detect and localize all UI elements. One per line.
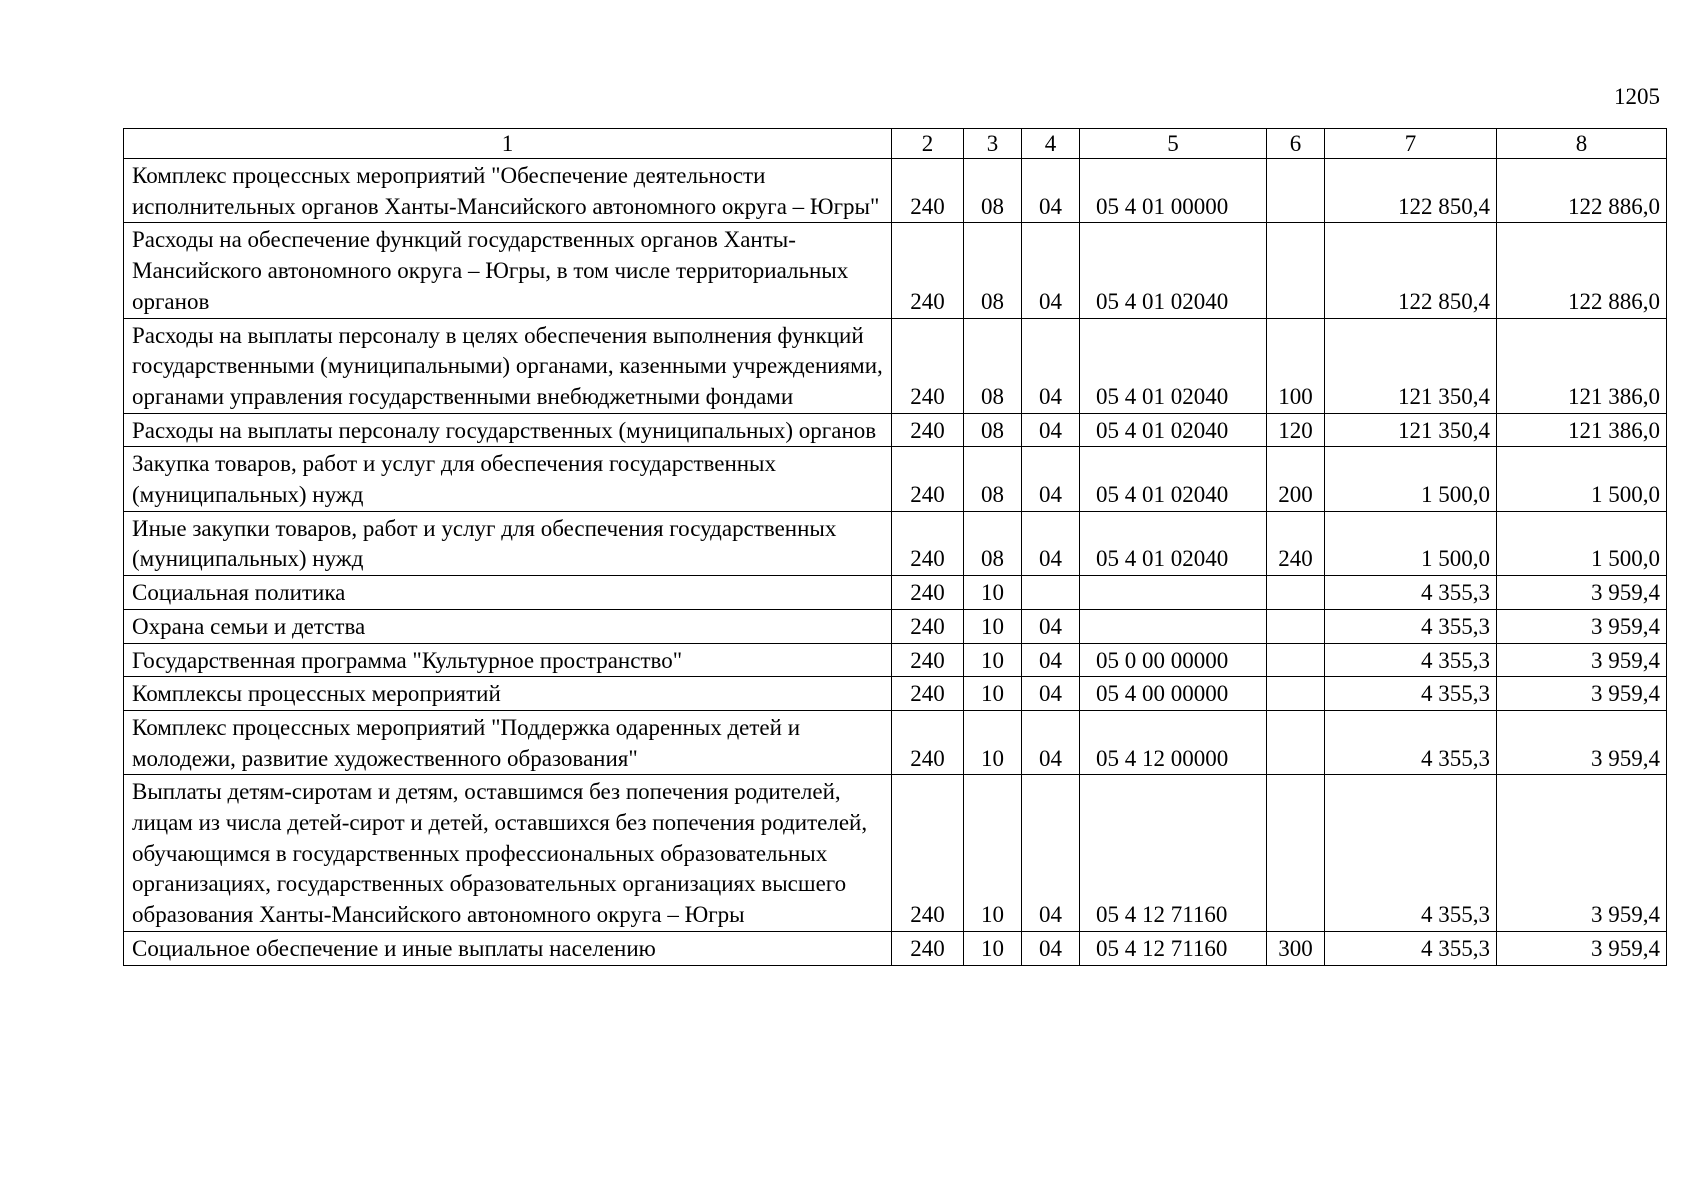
cell-section-code: 10 — [964, 710, 1022, 774]
cell-amount-col7: 4 355,3 — [1325, 677, 1497, 711]
cell-amount-col8: 121 386,0 — [1497, 413, 1667, 447]
cell-ministry-code: 240 — [892, 609, 964, 643]
cell-target-article-code: 05 4 12 71160 — [1080, 775, 1267, 932]
cell-expense-type-code — [1267, 643, 1325, 677]
header-cell-8: 8 — [1497, 129, 1667, 159]
cell-ministry-code: 240 — [892, 931, 964, 965]
cell-amount-col7: 4 355,3 — [1325, 931, 1497, 965]
table-row — [124, 413, 1667, 447]
cell-subsection-code: 04 — [1022, 609, 1080, 643]
cell-section-code: 08 — [964, 223, 1022, 318]
table-row — [124, 318, 1667, 413]
cell-section-code: 10 — [964, 643, 1022, 677]
header-cell-5: 5 — [1080, 129, 1267, 159]
cell-expense-type-code — [1267, 609, 1325, 643]
cell-description: Социальное обеспечение и иные выплаты населению — [124, 931, 892, 965]
table-header-row — [124, 129, 1667, 159]
table-row — [124, 710, 1667, 774]
cell-ministry-code: 240 — [892, 159, 964, 223]
cell-description: Расходы на выплаты персоналу государственных (муниципальных) органов — [124, 413, 892, 447]
table-row — [124, 609, 1667, 643]
cell-description: Выплаты детям-сиротам и детям, оставшимся без попечения родителей, лицам из числа детей-сирот и детей, оставшихся без попечения родителей, обучающимся в государственных профессиональных образовательных организациях, государственных образовательных организациях высшего образования Ханты-Мансийского автономного округа – Югры — [124, 775, 892, 932]
cell-amount-col8: 3 959,4 — [1497, 931, 1667, 965]
cell-expense-type-code — [1267, 576, 1325, 610]
cell-description: Охрана семьи и детства — [124, 609, 892, 643]
cell-subsection-code: 04 — [1022, 159, 1080, 223]
cell-amount-col8: 3 959,4 — [1497, 710, 1667, 774]
header-cell-3: 3 — [964, 129, 1022, 159]
header-cell-2: 2 — [892, 129, 964, 159]
cell-ministry-code: 240 — [892, 511, 964, 575]
cell-description: Комплекс процессных мероприятий "Поддержка одаренных детей и молодежи, развитие художественного образования" — [124, 710, 892, 774]
cell-section-code: 10 — [964, 576, 1022, 610]
cell-expense-type-code: 120 — [1267, 413, 1325, 447]
cell-section-code: 10 — [964, 931, 1022, 965]
cell-section-code: 08 — [964, 511, 1022, 575]
cell-expense-type-code — [1267, 775, 1325, 932]
cell-description: Закупка товаров, работ и услуг для обеспечения государственных (муниципальных) нужд — [124, 447, 892, 511]
table-row — [124, 775, 1667, 932]
cell-description: Расходы на обеспечение функций государственных органов Ханты-Мансийского автономного округа – Югры, в том числе территориальных органов — [124, 223, 892, 318]
header-cell-4: 4 — [1022, 129, 1080, 159]
cell-ministry-code: 240 — [892, 318, 964, 413]
cell-amount-col8: 1 500,0 — [1497, 511, 1667, 575]
cell-target-article-code: 05 4 01 02040 — [1080, 447, 1267, 511]
cell-target-article-code: 05 4 12 00000 — [1080, 710, 1267, 774]
cell-amount-col7: 4 355,3 — [1325, 643, 1497, 677]
cell-description: Социальная политика — [124, 576, 892, 610]
cell-amount-col7: 121 350,4 — [1325, 413, 1497, 447]
cell-amount-col7: 4 355,3 — [1325, 609, 1497, 643]
cell-section-code: 10 — [964, 677, 1022, 711]
cell-ministry-code: 240 — [892, 677, 964, 711]
cell-amount-col7: 1 500,0 — [1325, 447, 1497, 511]
table-row — [124, 677, 1667, 711]
table-row — [124, 223, 1667, 318]
cell-target-article-code: 05 4 01 02040 — [1080, 511, 1267, 575]
cell-subsection-code — [1022, 576, 1080, 610]
cell-section-code: 08 — [964, 447, 1022, 511]
cell-target-article-code: 05 4 01 02040 — [1080, 223, 1267, 318]
budget-table — [123, 128, 1667, 966]
cell-amount-col8: 122 886,0 — [1497, 159, 1667, 223]
cell-amount-col7: 121 350,4 — [1325, 318, 1497, 413]
cell-subsection-code: 04 — [1022, 931, 1080, 965]
cell-target-article-code — [1080, 576, 1267, 610]
cell-section-code: 10 — [964, 775, 1022, 932]
cell-amount-col8: 121 386,0 — [1497, 318, 1667, 413]
cell-subsection-code: 04 — [1022, 643, 1080, 677]
cell-expense-type-code — [1267, 159, 1325, 223]
cell-description: Комплексы процессных мероприятий — [124, 677, 892, 711]
cell-amount-col8: 122 886,0 — [1497, 223, 1667, 318]
cell-amount-col7: 4 355,3 — [1325, 576, 1497, 610]
cell-section-code: 08 — [964, 318, 1022, 413]
table-row — [124, 643, 1667, 677]
table-row — [124, 511, 1667, 575]
table-row — [124, 931, 1667, 965]
cell-amount-col7: 4 355,3 — [1325, 710, 1497, 774]
cell-section-code: 08 — [964, 159, 1022, 223]
cell-amount-col8: 3 959,4 — [1497, 775, 1667, 932]
cell-ministry-code: 240 — [892, 775, 964, 932]
cell-amount-col7: 122 850,4 — [1325, 223, 1497, 318]
cell-target-article-code: 05 0 00 00000 — [1080, 643, 1267, 677]
table-row — [124, 159, 1667, 223]
cell-amount-col7: 4 355,3 — [1325, 775, 1497, 932]
cell-section-code: 10 — [964, 609, 1022, 643]
cell-description: Комплекс процессных мероприятий "Обеспечение деятельности исполнительных органов Ханты-Мансийского автономного округа – Югры" — [124, 159, 892, 223]
cell-target-article-code: 05 4 00 00000 — [1080, 677, 1267, 711]
cell-target-article-code: 05 4 01 02040 — [1080, 413, 1267, 447]
cell-ministry-code: 240 — [892, 413, 964, 447]
cell-amount-col8: 1 500,0 — [1497, 447, 1667, 511]
cell-subsection-code: 04 — [1022, 710, 1080, 774]
header-cell-7: 7 — [1325, 129, 1497, 159]
cell-subsection-code: 04 — [1022, 413, 1080, 447]
cell-subsection-code: 04 — [1022, 318, 1080, 413]
cell-section-code: 08 — [964, 413, 1022, 447]
cell-subsection-code: 04 — [1022, 775, 1080, 932]
cell-subsection-code: 04 — [1022, 511, 1080, 575]
cell-description: Иные закупки товаров, работ и услуг для обеспечения государственных (муниципальных) нужд — [124, 511, 892, 575]
cell-amount-col7: 122 850,4 — [1325, 159, 1497, 223]
cell-expense-type-code — [1267, 223, 1325, 318]
cell-target-article-code: 05 4 01 02040 — [1080, 318, 1267, 413]
cell-amount-col8: 3 959,4 — [1497, 643, 1667, 677]
table-row — [124, 576, 1667, 610]
cell-ministry-code: 240 — [892, 223, 964, 318]
header-cell-6: 6 — [1267, 129, 1325, 159]
cell-target-article-code: 05 4 12 71160 — [1080, 931, 1267, 965]
cell-amount-col8: 3 959,4 — [1497, 677, 1667, 711]
cell-subsection-code: 04 — [1022, 677, 1080, 711]
cell-target-article-code — [1080, 609, 1267, 643]
cell-subsection-code: 04 — [1022, 447, 1080, 511]
cell-expense-type-code: 100 — [1267, 318, 1325, 413]
cell-expense-type-code: 300 — [1267, 931, 1325, 965]
table-row — [124, 447, 1667, 511]
cell-ministry-code: 240 — [892, 643, 964, 677]
page-number: 1205 — [1614, 84, 1660, 109]
cell-ministry-code: 240 — [892, 576, 964, 610]
cell-expense-type-code — [1267, 710, 1325, 774]
header-cell-1: 1 — [124, 129, 892, 159]
cell-amount-col8: 3 959,4 — [1497, 609, 1667, 643]
cell-ministry-code: 240 — [892, 710, 964, 774]
cell-ministry-code: 240 — [892, 447, 964, 511]
cell-target-article-code: 05 4 01 00000 — [1080, 159, 1267, 223]
cell-amount-col7: 1 500,0 — [1325, 511, 1497, 575]
cell-amount-col8: 3 959,4 — [1497, 576, 1667, 610]
cell-expense-type-code: 200 — [1267, 447, 1325, 511]
cell-expense-type-code — [1267, 677, 1325, 711]
cell-description: Расходы на выплаты персоналу в целях обеспечения выполнения функций государственными (муниципальными) органами, казенными учреждениями, органами управления государственными внебюджетными фондами — [124, 318, 892, 413]
cell-description: Государственная программа "Культурное пространство" — [124, 643, 892, 677]
cell-expense-type-code: 240 — [1267, 511, 1325, 575]
cell-subsection-code: 04 — [1022, 223, 1080, 318]
